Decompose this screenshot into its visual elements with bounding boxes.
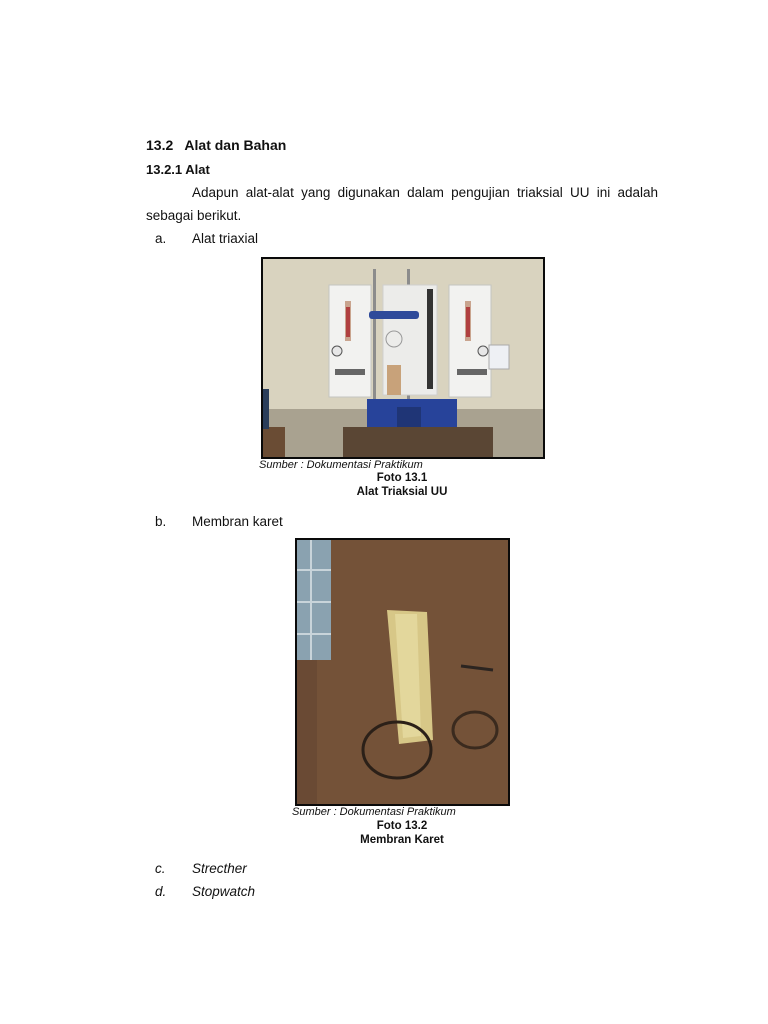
section-heading (146, 137, 286, 153)
intro-line-2: sebagai berikut. (146, 208, 242, 223)
subsection-title: Alat (185, 162, 210, 177)
triaxial-apparatus-image (263, 259, 543, 457)
list-marker: d. (155, 884, 167, 899)
list-label: Stopwatch (192, 884, 256, 899)
figure-title: Membran Karet (360, 834, 444, 846)
section-number: 13.2 (146, 137, 174, 153)
rubber-membrane-image (297, 540, 508, 804)
subsection-heading (146, 162, 210, 177)
rubber-membrane-photo (295, 538, 510, 806)
triaxial-apparatus-photo (261, 257, 545, 459)
list-label: Alat triaxial (192, 231, 259, 246)
list-marker: a. (155, 231, 167, 246)
section-title: Alat dan Bahan (184, 137, 287, 153)
subsection-number: 13.2.1 (146, 162, 183, 177)
list-marker: b. (155, 514, 167, 529)
figure-title: Alat Triaksial UU (356, 486, 448, 498)
figure-number: Foto 13.2 (376, 820, 428, 832)
list-label: Membran karet (192, 514, 283, 529)
figure-source: Sumber : Dokumentasi Praktikum (292, 806, 456, 818)
list-marker: c. (155, 861, 166, 876)
intro-line-1: Adapun alat-alat yang digunakan dalam pengujian triaksial UU ini adalah (192, 185, 658, 200)
figure-number: Foto 13.1 (376, 472, 428, 484)
list-label: Strecther (192, 861, 247, 876)
figure-source: Sumber : Dokumentasi Praktikum (259, 459, 423, 471)
